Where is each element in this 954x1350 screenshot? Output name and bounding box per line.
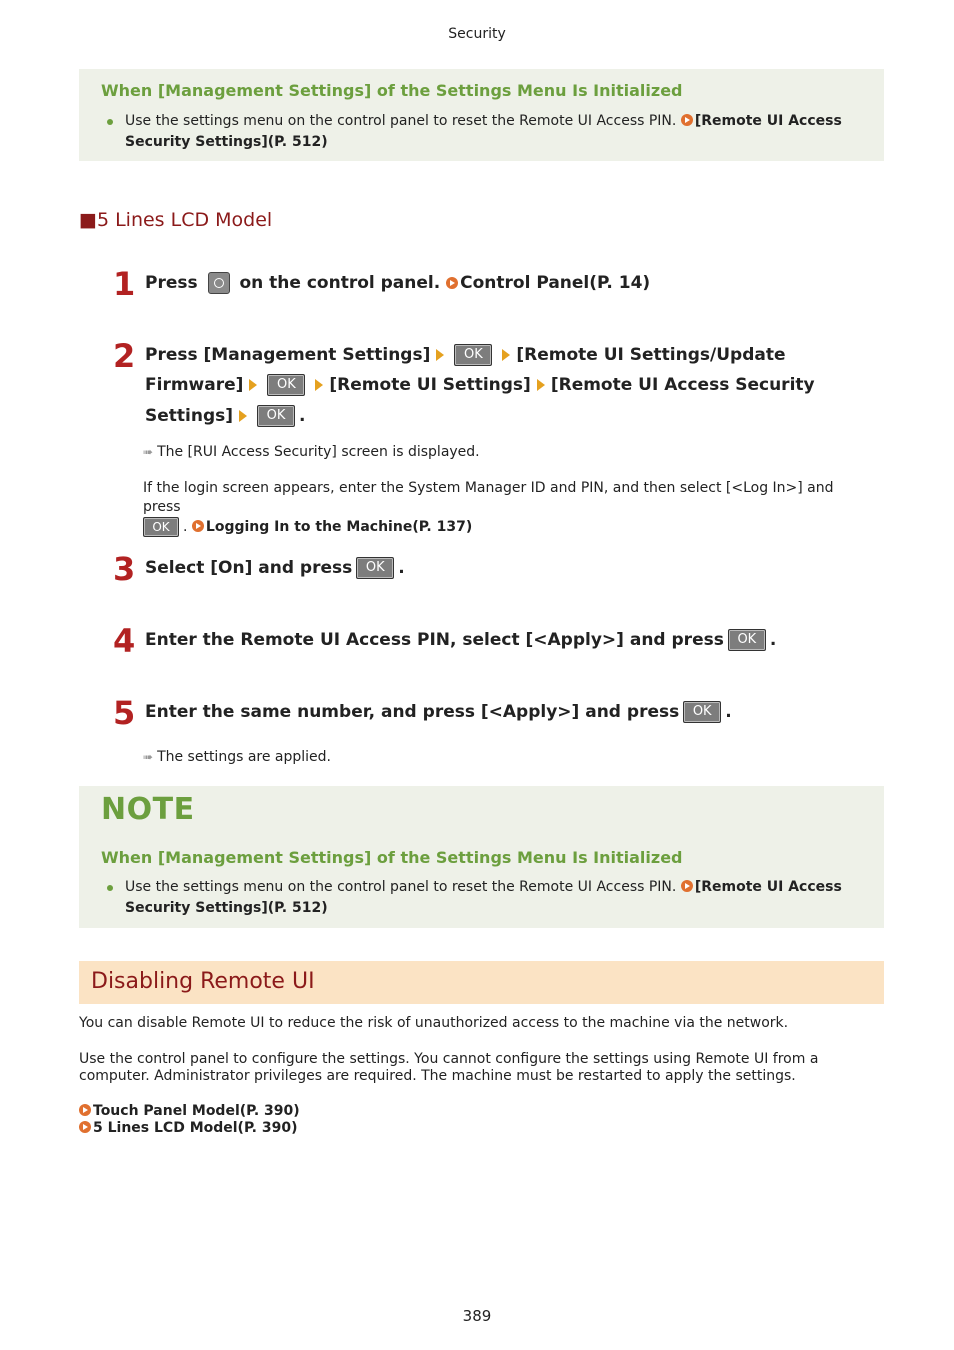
control-panel-link[interactable]: Control Panel(P. 14) <box>446 273 650 293</box>
step-number: 1 <box>113 265 136 303</box>
remote-ui-access-security-link[interactable]: [Remote UI Access Security Settings](P. 512) <box>125 113 842 150</box>
top-note-box <box>79 69 884 161</box>
step-2-line-1: Press [Management Settings] OK [Remote UI Settings/Update <box>145 345 786 365</box>
step-4-text: Enter the Remote UI Access PIN, select [<Apply>] and press OK . <box>145 630 777 650</box>
ok-key-icon: OK <box>454 344 492 366</box>
step-5-text: Enter the same number, and press [<Apply>] and press OK . <box>145 702 732 722</box>
note-bullet <box>107 111 867 153</box>
running-header: Security <box>448 26 506 42</box>
step-number: 3 <box>113 550 136 588</box>
note-label: NOTE <box>101 792 195 827</box>
step-3-text: Select [On] and press OK . <box>145 558 405 578</box>
section-title: Disabling Remote UI <box>91 969 315 994</box>
ok-key-icon: OK <box>257 405 295 427</box>
result-arrow-icon: ➠ <box>143 445 154 459</box>
result-arrow-icon: ➠ <box>143 750 154 764</box>
ok-key-icon: OK <box>356 557 394 579</box>
note-heading: When [Management Settings] of the Settings Menu Is Initialized <box>101 81 683 100</box>
remote-ui-access-security-link[interactable]: [Remote UI Access Security Settings](P. 512) <box>125 879 842 916</box>
link-arrow-icon <box>681 880 693 892</box>
note-heading: When [Management Settings] of the Settings Menu Is Initialized <box>101 848 683 867</box>
bullet-dot-icon <box>107 119 113 125</box>
step-number: 2 <box>113 337 136 375</box>
bullet-text: Use the settings menu on the control panel to reset the Remote UI Access PIN. <box>125 113 677 129</box>
next-arrow-icon <box>249 379 257 391</box>
ok-key-icon: OK <box>683 701 721 723</box>
next-arrow-icon <box>537 379 545 391</box>
step-2-line-3: Settings] OK . <box>145 406 306 426</box>
square-marker-icon: ■ <box>79 209 97 231</box>
touch-panel-model-link[interactable]: Touch Panel Model(P. 390) <box>79 1103 300 1119</box>
paragraph: Use the control panel to configure the settings. You cannot configure the settings using Remote UI from a computer. Administrator privileges are required. The machine must be restarted to apply the settings. <box>79 1051 819 1084</box>
step-2-line-2: Firmware] OK [Remote UI Settings] [Remote UI Access Security <box>145 375 815 395</box>
link-arrow-icon <box>79 1121 91 1133</box>
subsection-title: ■5 Lines LCD Model <box>79 209 273 231</box>
next-arrow-icon <box>315 379 323 391</box>
bullet-dot-icon <box>107 885 113 891</box>
step-number: 4 <box>113 622 136 660</box>
note-box <box>79 786 884 928</box>
link-arrow-icon <box>79 1104 91 1116</box>
next-arrow-icon <box>239 410 247 422</box>
lcd-model-link[interactable]: 5 Lines LCD Model(P. 390) <box>79 1120 297 1136</box>
link-arrow-icon <box>681 114 693 126</box>
home-button-icon <box>208 272 230 294</box>
ok-key-icon: OK <box>143 517 179 537</box>
note-bullet <box>107 877 867 919</box>
step-2-result: ➠ The [RUI Access Security] screen is displayed. <box>143 444 480 460</box>
next-arrow-icon <box>502 349 510 361</box>
logging-in-link[interactable]: Logging In to the Machine(P. 137) <box>192 519 472 535</box>
ok-key-icon: OK <box>267 374 305 396</box>
section-header <box>79 961 884 1004</box>
ok-key-icon: OK <box>728 629 766 651</box>
link-arrow-icon <box>446 277 458 289</box>
step-number: 5 <box>113 694 136 732</box>
page-number: 389 <box>462 1307 492 1325</box>
paragraph: You can disable Remote UI to reduce the risk of unauthorized access to the machine via the network. <box>79 1015 789 1031</box>
link-arrow-icon <box>192 520 204 532</box>
step-5-result: ➠ The settings are applied. <box>143 749 332 765</box>
next-arrow-icon <box>436 349 444 361</box>
step-2-note: If the login screen appears, enter the System Manager ID and PIN, and then select [<Log In>] and press OK . Logging In to the Machine(P. 137) <box>143 480 834 535</box>
bullet-text: Use the settings menu on the control panel to reset the Remote UI Access PIN. <box>125 879 677 895</box>
step-1-text: Press on the control panel. Control Panel(P. 14) <box>145 273 651 293</box>
